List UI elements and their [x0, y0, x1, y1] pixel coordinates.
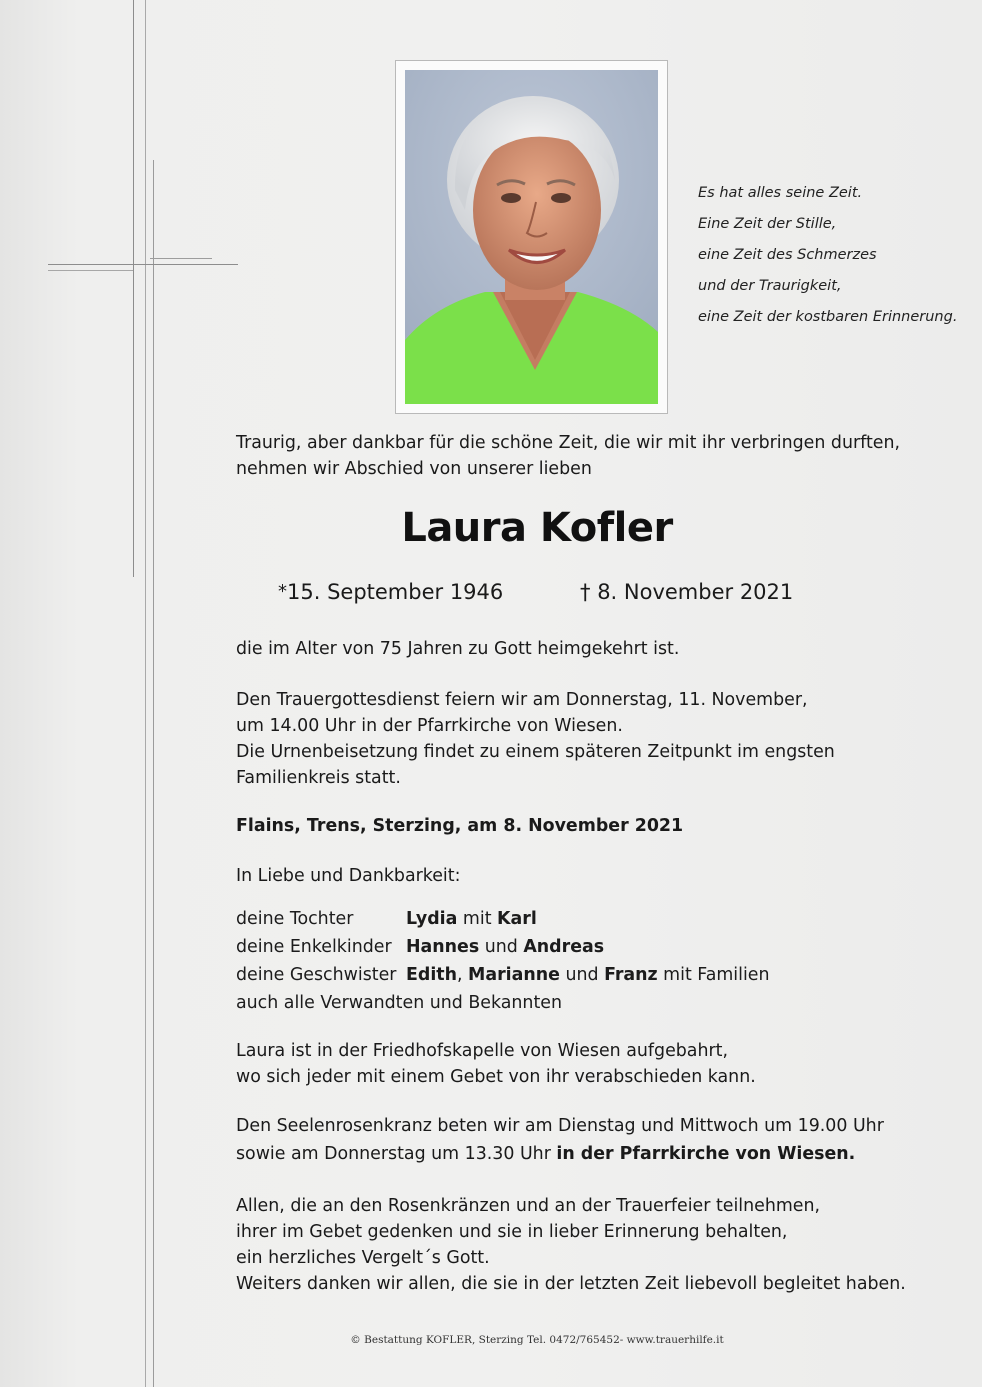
birth-date: 15. September 1946 [287, 580, 504, 604]
birth-symbol: * [278, 581, 287, 602]
connector: und [479, 937, 524, 957]
service-line: Die Urnenbeisetzung findet zu einem späteren Zeitpunkt im engsten [236, 742, 835, 762]
relation-label: deine Geschwister [236, 965, 397, 985]
thanks-line: ihrer im Gebet gedenken und sie in lieber Erinnerung behalten, [236, 1222, 788, 1242]
mourner-name: Hannes [406, 937, 480, 957]
mourner-name: Andreas [523, 937, 605, 957]
thanks-line: ein herzliches Vergelt´s Gott. [236, 1248, 490, 1268]
mourner-name: Franz [604, 965, 658, 985]
thanks-line: Allen, die an den Rosenkränzen und an der Trauerfeier teilnehmen, [236, 1196, 821, 1216]
laid-out-line: wo sich jeder mit einem Gebet von ihr verabschieden kann. [236, 1067, 756, 1087]
service-line: Den Trauergottesdienst feiern wir am Donnerstag, 11. November, [236, 690, 808, 710]
mourner-name: Edith [406, 965, 457, 985]
laid-out-line: Laura ist in der Friedhofskapelle von Wiesen aufgebahrt, [236, 1041, 728, 1061]
poem-line: eine Zeit der kostbaren Erinnerung. [698, 309, 958, 325]
mourner-name: Lydia [406, 909, 458, 929]
portrait-photo [405, 70, 658, 404]
connector: mit [457, 909, 498, 929]
deceased-name: Laura Kofler [401, 505, 673, 551]
connector: , [456, 965, 469, 985]
portrait-illustration [405, 70, 658, 404]
death-date: 8. November 2021 [597, 580, 794, 604]
love-line: In Liebe und Dankbarkeit: [236, 866, 461, 886]
birth-date-line [278, 580, 503, 604]
thanks-line: Weiters danken wir allen, die sie in der letzten Zeit liebevoll begleitet haben. [236, 1274, 906, 1294]
cross-vertical-line [133, 0, 134, 577]
death-date-line [580, 580, 793, 604]
rosary-location: in der Pfarrkirche von Wiesen. [556, 1144, 856, 1164]
mourner-row [236, 905, 537, 933]
mourner-row [236, 961, 770, 989]
intro-line: nehmen wir Abschied von unserer lieben [236, 459, 592, 479]
portrait-frame [395, 60, 668, 414]
footer-credit: © Bestattung KOFLER, Sterzing Tel. 0472/765452- www.trauerhilfe.it [350, 1334, 724, 1346]
rosary-text: sowie am Donnerstag um 13.30 Uhr [236, 1144, 557, 1164]
poem [698, 178, 968, 333]
rosary-line: Den Seelenrosenkranz beten wir am Dienstag und Mittwoch um 19.00 Uhr [236, 1116, 884, 1136]
poem-line: und der Traurigkeit, [698, 278, 842, 294]
rosary-line [236, 1141, 855, 1167]
service-line: um 14.00 Uhr in der Pfarrkirche von Wiesen. [236, 716, 623, 736]
service-line: Familienkreis statt. [236, 768, 401, 788]
age-line: die im Alter von 75 Jahren zu Gott heimgekehrt ist. [236, 639, 680, 659]
poem-line: eine Zeit des Schmerzes [698, 247, 877, 263]
relation-label: deine Enkelkinder [236, 937, 392, 957]
death-symbol: † [580, 580, 591, 604]
connector: und [559, 965, 605, 985]
border-line [145, 0, 146, 1387]
poem-line: Eine Zeit der Stille, [698, 216, 837, 232]
cross-horizontal-left-line [48, 270, 133, 271]
cross-horizontal-short-line [150, 258, 212, 259]
cross-horizontal-line [48, 264, 238, 265]
cross-vertical-inner-line [153, 160, 154, 1387]
mourner-row: auch alle Verwandten und Bekannten [236, 993, 562, 1013]
mourner-name: Karl [497, 909, 537, 929]
poem-line: Es hat alles seine Zeit. [698, 185, 863, 201]
mourner-row [236, 933, 604, 961]
relation-label: deine Tochter [236, 909, 354, 929]
intro-line: Traurig, aber dankbar für die schöne Zeit, die wir mit ihr verbringen durften, [236, 433, 901, 453]
place-date: Flains, Trens, Sterzing, am 8. November 2021 [236, 816, 684, 836]
mourner-name: Marianne [468, 965, 560, 985]
connector: mit Familien [657, 965, 770, 985]
